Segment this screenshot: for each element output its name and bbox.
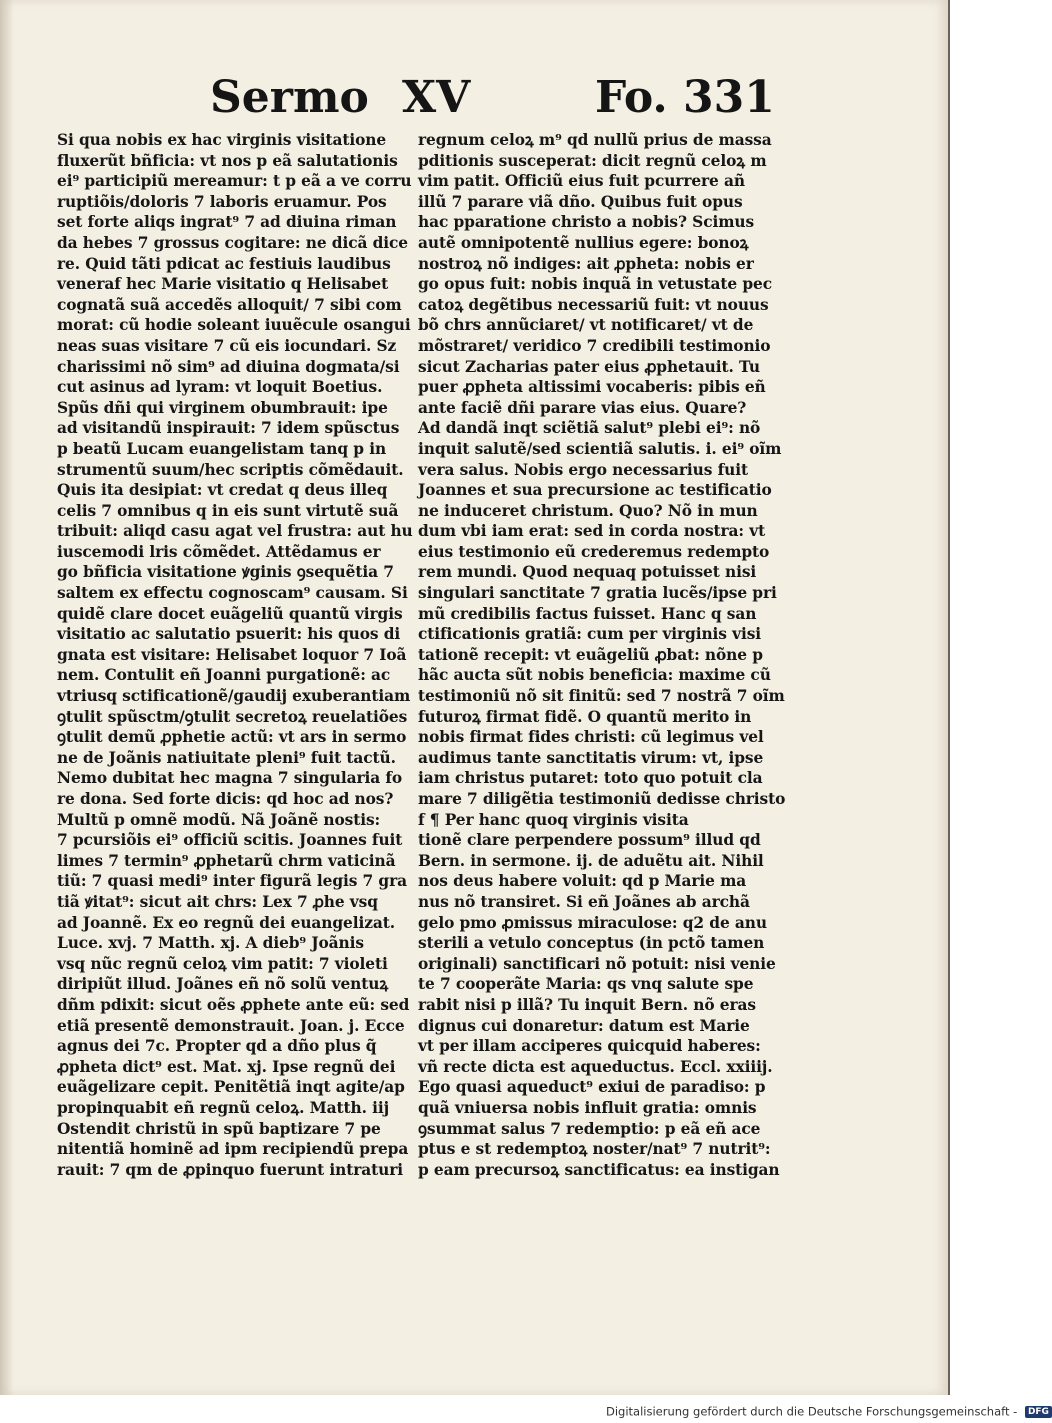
text-line: da hebes 7 grossus cogitare: ne dicã dice [57, 233, 408, 252]
text-line: set forte aliqs ingrat⁹ 7 ad diuina riman [57, 213, 397, 232]
text-line: cut asinus ad lyram: vt loquit Boetius. [57, 378, 383, 397]
funding-credit-text: Digitalisierung gefördert durch die Deutsche Forschungsgemeinschaft - [606, 1404, 1018, 1419]
text-line: vt per illam acciperes quicquid haberes: [418, 1037, 761, 1056]
text-line: diripiũt illud. Joãnes eñ nõ solũ ventuꝝ [57, 975, 389, 994]
text-line: inquit salutẽ/sed scientiã salutis. i. ei⁹ oĩm [418, 439, 782, 458]
text-line: celis 7 omnibus q in eis sunt virtutẽ suã [57, 501, 399, 520]
text-line: ne de Joãnis natiuitate pleni⁹ fuit tactũ. [57, 748, 396, 767]
text-line: dñm pdixit: sicut oẽs ꝓphete ante eũ: sed [57, 995, 410, 1014]
text-line: agnus dei 7c. Propter qd a dño plus q̃ [57, 1037, 377, 1056]
text-line: Multũ p omnẽ modũ. Nã Joãnẽ nostis: [57, 810, 381, 829]
text-line: limes 7 termin⁹ ꝓphetarũ chrm vaticinã [57, 851, 396, 870]
text-line: ꝯsummat salus 7 redemptio: p eã eñ ace [418, 1119, 761, 1138]
text-line: Luce. xvj. 7 Matth. xj. A dieb⁹ Joãnis [57, 934, 364, 953]
right-text-column [418, 130, 786, 1180]
text-line: rem mundi. Quod nequaq potuisset nisi [418, 563, 757, 582]
text-line: quã vniuersa nobis influit gratia: omnis [418, 1098, 757, 1117]
text-line: gnata est visitare: Helisabet loquor 7 Ioã [57, 645, 407, 664]
text-line: neas suas visitare 7 cũ eis iocundari. Sz [57, 336, 397, 355]
text-line: Ego quasi aqueduct⁹ exiui de paradiso: p [418, 1078, 766, 1097]
folio-number: Fo. 331 [595, 72, 775, 123]
text-line: Spũs dñi qui virginem obumbrauit: ipe [57, 398, 388, 417]
text-line: bõ chrs annũciaret/ vt notificaret/ vt de [418, 316, 754, 335]
text-line: saltem ex effectu cognoscam⁹ causam. Si [57, 584, 408, 603]
text-line: tationẽ recepit: vt euãgeliũ ꝓbat: nõne p [418, 645, 763, 664]
text-line: charissimi nõ sim⁹ ad diuina dogmata/si [57, 357, 400, 376]
text-line: ꝯtulit spũsctm/ꝯtulit secretoꝝ reuelatiões [57, 707, 408, 726]
text-line: Joannes et sua precursione ac testificatio [418, 481, 772, 500]
text-line: etiã presentẽ demonstrauit. Joan. j. Ecce [57, 1016, 405, 1035]
text-line: 7 pcursiõis ei⁹ officiũ scitis. Joannes fuit [57, 831, 403, 850]
text-line: ꝓpheta dict⁹ est. Mat. xj. Ipse regnũ dei [57, 1057, 396, 1076]
text-line: te 7 cooperãte Maria: qs vnq salute spe [418, 975, 754, 994]
text-line: originali) sanctificari nõ potuit: nisi venie [418, 954, 776, 973]
text-line: Bern. in sermone. ij. de aduẽtu ait. Nihil [418, 851, 764, 870]
text-line: hac pparatione christo a nobis? Scimus [418, 213, 755, 232]
text-line: cognatã suã accedẽs alloquit/ 7 sibi com [57, 295, 402, 314]
text-line: illũ 7 parare viã dño. Quibus fuit opus [418, 192, 743, 211]
text-line: propinquabit eñ regnũ celoꝝ. Matth. iij [57, 1098, 390, 1117]
text-line: quidẽ clare docet euãgeliũ quantũ virgis [57, 604, 403, 623]
text-line: nobis firmat fides christi: cũ legimus vel [418, 728, 764, 747]
text-line: nostroꝝ nõ indiges: ait ꝓpheta: nobis er [418, 254, 754, 273]
text-line: mõstraret/ veridico 7 credibili testimonio [418, 336, 771, 355]
text-line: nos deus habere voluit: qd p Marie ma [418, 872, 747, 891]
text-line: ad visitandũ inspirauit: 7 idem spũsctus [57, 419, 400, 438]
text-line: rauit: 7 qm de ꝓpinquo fuerunt intraturi [57, 1160, 403, 1179]
text-line: Nemo dubitat hec magna 7 singularia fo [57, 769, 403, 788]
running-head [210, 72, 790, 136]
text-line: singulari sanctitate 7 gratia lucẽs/ipse pri [418, 584, 777, 603]
text-line: re. Quid tãti pdicat ac festiuis laudibus [57, 254, 391, 273]
text-line: nem. Contulit eñ Joanni purgationẽ: ac [57, 666, 391, 685]
text-line: vim patit. Officiũ eius fuit pcurrere añ [418, 172, 745, 191]
text-line: go bñficia visitatione ꝟginis ꝯsequẽtia 7 [57, 563, 394, 582]
text-line: tionẽ clare perpendere possum⁹ illud qd [418, 831, 761, 850]
text-line: Si qua nobis ex hac virginis visitatione [57, 131, 387, 149]
text-line: autẽ omnipotentẽ nullius egere: bonoꝝ [418, 233, 749, 252]
running-head-sermon-number: XV [402, 72, 471, 123]
funding-footer [606, 1404, 1049, 1422]
text-line: puer ꝓpheta altissimi vocaberis: pibis eñ [418, 378, 766, 397]
text-line: ei⁹ participiũ mereamur: t p eã a ve corru [57, 172, 412, 191]
text-line: iam christus putaret: toto quo potuit cla [418, 769, 763, 788]
text-line: f ¶ Per hanc quoq virginis visita [418, 810, 689, 829]
text-line: ruptiõis/doloris 7 laboris eruamur. Pos [57, 192, 387, 211]
text-line: audimus tante sanctitatis virum: vt, ipse [418, 748, 764, 767]
text-line: sicut Zacharias pater eius ꝓphetauit. Tu [418, 357, 761, 376]
text-line: ctificationis gratiã: cum per virginis visi [418, 625, 762, 644]
text-line: go opus fuit: nobis inquã in vetustate pec [418, 275, 772, 294]
text-line: vera salus. Nobis ergo necessarius fuit [418, 460, 748, 479]
running-head-title: Sermo [210, 72, 369, 123]
text-line: euãgelizare cepit. Penitẽtiã inqt agite/ap [57, 1078, 405, 1097]
text-line: pditionis susceperat: dicit regnũ celoꝝ m [418, 151, 767, 170]
left-text-column [57, 130, 413, 1180]
text-line: ptus e st redemptoꝝ noster/nat⁹ 7 nutrit⁹: [418, 1140, 771, 1159]
text-line: rabit nisi p illã? Tu inquit Bern. nõ eras [418, 995, 756, 1014]
text-line: regnum celoꝝ m⁹ qd nullũ prius de massa [418, 131, 772, 149]
text-line: tribuit: aliqd casu agat vel frustra: aut hu [57, 522, 413, 541]
text-line: strumentũ suum/hec scriptis cõmẽdauit. [57, 460, 404, 479]
text-line: futuroꝝ firmat fidẽ. O quantũ merito in [418, 707, 752, 726]
text-line: testimoniũ nõ sit finitũ: sed 7 nostrã 7 oĩm [418, 687, 785, 706]
text-line: re dona. Sed forte dicis: qd hoc ad nos? [57, 790, 394, 808]
text-line: veneraf hec Marie visitatio q Helisabet [57, 275, 389, 294]
text-line: fluxerũt bñficia: vt nos p eã salutationis [57, 151, 398, 170]
text-line: ne induceret christum. Quo? Nõ in mun [418, 501, 758, 520]
text-line: visitatio ac salutatio psuerit: his quos di [57, 625, 401, 644]
text-line: dignus cui donaretur: datum est Marie [418, 1016, 750, 1035]
text-line: ꝯtulit demũ ꝓphetie actũ: vt ars in sermo [57, 728, 407, 747]
text-line: p beatũ Lucam euangelistam tanq p in [57, 439, 387, 458]
text-line: Ostendit christũ in spũ baptizare 7 pe [57, 1119, 381, 1138]
text-line: nus nõ transiret. Si eñ Joãnes ab archã [418, 892, 750, 911]
text-line: eius testimonio eũ crederemus redempto [418, 542, 770, 561]
text-line: iuscemodi lris cõmẽdet. Attẽdamus er [57, 542, 381, 561]
text-line: vsq nũc regnũ celoꝝ vim patit: 7 violeti [57, 954, 388, 973]
text-line: dum vbi iam erat: sed in corda nostra: vt [418, 522, 766, 541]
text-line: Quis ita desipiat: vt credat q deus illeq [57, 481, 388, 500]
text-line: vñ recte dicta est aqueductus. Eccl. xxiiij. [418, 1057, 773, 1076]
text-line: tiũ: 7 quasi medi⁹ inter figurã legis 7 gra [57, 872, 407, 891]
text-line: mũ credibilis factus fuisset. Hanc q san [418, 604, 757, 623]
text-line: sterili a vetulo conceptus (in pctõ tamen [418, 934, 765, 953]
text-line: mare 7 diligẽtia testimoniũ dedisse christo [418, 790, 786, 808]
text-line: ante faciẽ dñi parare vias eius. Quare? [418, 398, 747, 417]
text-line: morat: cũ hodie soleant iuuẽcule osangui [57, 316, 411, 335]
text-line: tiã ꝟitat⁹: sicut ait chrs: Lex 7 ꝓhe vsq [57, 892, 378, 911]
text-line: p eam precursoꝝ sanctificatus: ea instigan [418, 1160, 780, 1179]
text-line: vtriusq sctificationẽ/gaudij exuberantiam [57, 687, 411, 706]
text-line: gelo pmo ꝓmissus miraculose: q2 de anu [418, 913, 767, 932]
text-line: catoꝝ degẽtibus necessariũ fuit: vt nouus [418, 295, 769, 314]
text-line: nitentiã hominẽ ad ipm recipiendũ prepa [57, 1140, 409, 1159]
text-line: hãc aucta sũt nobis beneficia: maxime cũ [418, 666, 771, 685]
text-line: Ad dandã inqt sciẽtiã salut⁹ plebi ei⁹: nõ [418, 419, 761, 438]
text-line: ad Joannẽ. Ex eo regnũ dei euangelizat. [57, 913, 396, 932]
dfg-logo: DFG [1025, 1406, 1052, 1418]
